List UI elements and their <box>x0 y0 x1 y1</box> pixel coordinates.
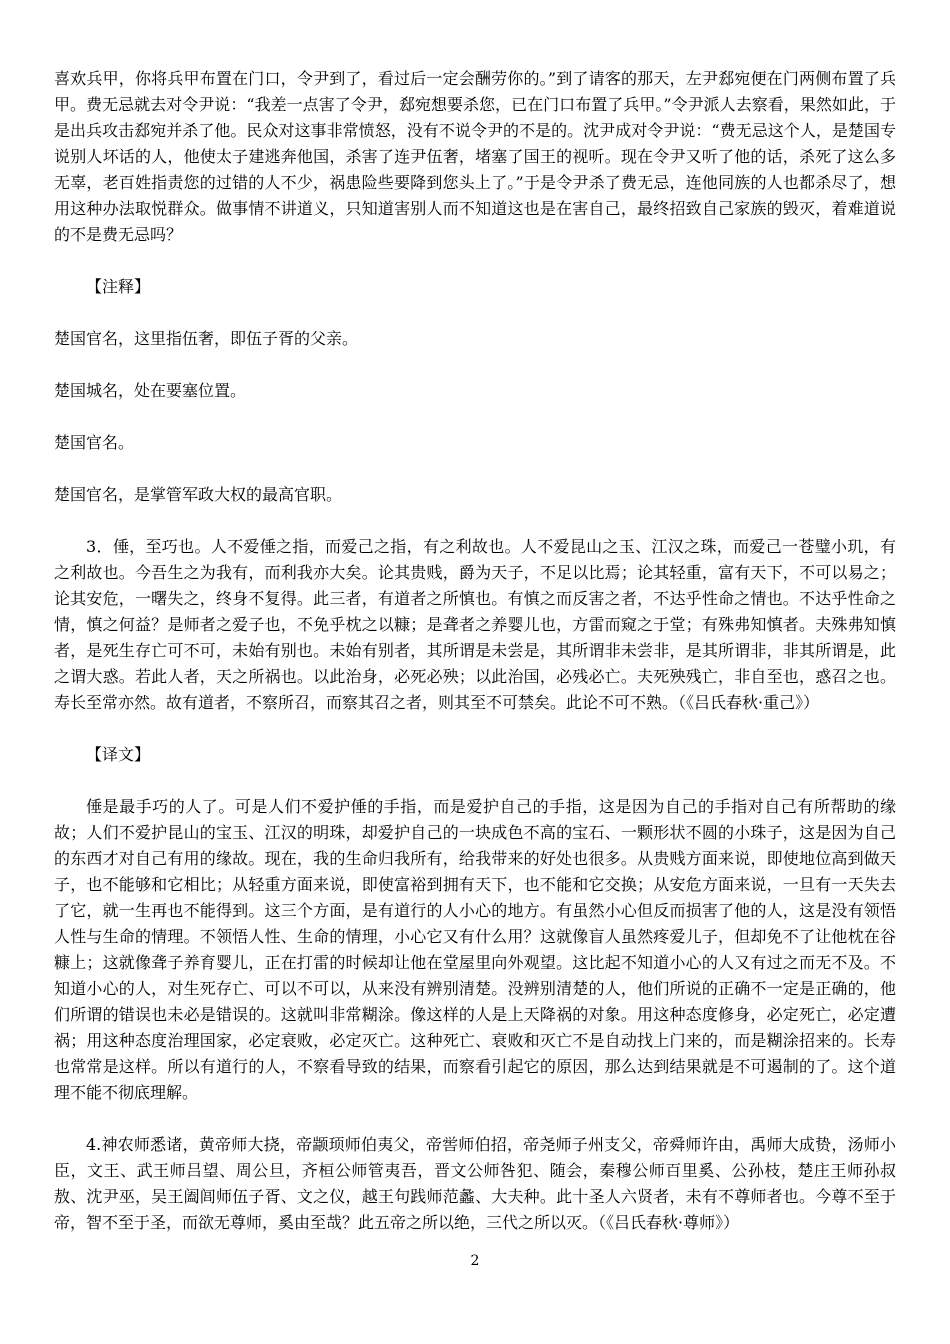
note-item: 楚国官名，这里指伍奢，即伍子胥的父亲。 <box>54 329 359 348</box>
document-body <box>54 66 896 1262</box>
note-item: 楚国官名。 <box>54 433 135 452</box>
note-item: 楚国官名，是掌管军政大权的最高官职。 <box>54 485 343 504</box>
page-number: 2 <box>470 1253 480 1269</box>
note-item: 楚国城名，处在要塞位置。 <box>54 381 247 400</box>
paragraph-story-ending: 喜欢兵甲，你将兵甲布置在门口，令尹到了，看过后一定会酬劳你的。”到了请客的那天，左尹郄宛便在门两侧布置了兵甲。费无忌就去对令尹说：“我差一点害了令尹，郄宛想要杀您，已在门口布置了兵甲。”令尹派人去察看，果然如此，于是出兵攻击郄宛并杀了他。民众对这事非常愤怒，没有不说令尹的不是的。沈尹成对令尹说：“费无忌这个人，是楚国专说别人坏话的人，他使太子建逃奔他国，杀害了连尹伍奢，堵塞了国王的视听。现在令尹又听了他的话，杀死了这么多无辜，老百姓指责您的过错的人不少，祸患险些要降到您头上了。”于是令尹杀了费无忌，连他同族的人也都杀尽了，想用这种办法取悦群众。做事情不讲道义，只知道害别人而不知道这也是在害自己，最终招致自己家族的毁灭，着难道说的不是费无忌吗？ <box>54 69 896 244</box>
paragraph-section-3: 3．倕，至巧也。人不爱倕之指，而爱己之指，有之利故也。人不爱昆山之玉、江汉之珠，而爱己一苍璧小玑，有之利故也。今吾生之为我有，而利我亦大矣。论其贵贱，爵为天子，不足以比焉；论其轻重，富有天下，不可以易之；论其安危，一曙失之，终身不复得。此三者，有道者之所慎也。有慎之而反害之者，不达乎性命之情也。不达乎性命之情，慎之何益？是师者之爱子也，不免乎枕之以糠；是聋者之养婴儿也，方雷而窥之于堂；有殊弗知慎者。夫殊弗知慎者，是死生存亡可不可，未始有别也。未始有别者，其所谓是未尝是，其所谓非未尝非，是其所谓非，非其所谓是，此之谓大惑。若此人者，天之所祸也。以此治身，必死必殃；以此治国，必残必亡。夫死殃残亡，非自至也，惑召之也。寿长至常亦然。故有道者，不察所召，而察其召之者，则其至不可禁矣。此论不可不熟。（《吕氏春秋·重己》） <box>54 537 896 712</box>
translation-heading: 【译文】 <box>86 745 151 764</box>
paragraph-section-4: 4.神农师悉诸，黄帝师大挠，帝颛顼师伯夷父，帝喾师伯招，帝尧师子州支父，帝舜师许由，禹师大成贽，汤师小臣，文王、武王师吕望、周公旦，齐桓公师管夷吾，晋文公师咎犯、随会，秦穆公师百里奚、公孙枝，楚庄王师孙叔敖、沈尹巫，吴王阖闾师伍子胥、文之仪，越王句践师范蠡、大夫种。此十圣人六贤者，未有不尊师者也。今尊不至于帝，智不至于圣，而欲无尊师，奚由至哉？此五帝之所以绝，三代之所以灭。（《吕氏春秋·尊师》） <box>54 1135 896 1232</box>
paragraph-translation: 倕是最手巧的人了。可是人们不爱护倕的手指，而是爱护自己的手指，这是因为自己的手指对自己有所帮助的缘故；人们不爱护昆山的宝玉、江汉的明珠，却爱护自己的一块成色不高的宝石、一颗形状不圆的小珠子，这是因为自己的东西才对自己有用的缘故。现在，我的生命归我所有，给我带来的好处也很多。从贵贱方面来说，即使地位高到做天子，也不能够和它相比；从轻重方面来说，即使富裕到拥有天下，也不能和它交换；从安危方面来说，一旦有一天失去了它，就一生再也不能得到。这三个方面，是有道行的人小心的地方。有虽然小心但反而损害了他的人，这是没有领悟人性与生命的情理。不领悟人性、生命的情理，小心它又有什么用？这就像盲人虽然疼爱儿子，但却免不了让他枕在谷糠上；这就像聋子养育婴儿，正在打雷的时候却让他在堂屋里向外观望。这比起不知道小心的人又有过之而无不及。不知道小心的人，对生死存亡、可以不可以，从来没有辨别清楚。没辨别清楚的人，他们所说的正确不一定是正确的，他们所谓的错误也未必是错误的。这就叫非常糊涂。像这样的人是上天降祸的对象。用这种态度修身，必定死亡，必定遭祸；用这种态度治理国家，必定衰败，必定灭亡。这种死亡、衰败和灭亡不是自动找上门来的，而是糊涂招来的。长寿也常常是这样。所以有道行的人，不察看导致的结果，而察看引起它的原因，那么达到结果就是不可遏制的了。这个道理不能不彻底理解。 <box>54 797 896 1102</box>
notes-heading: 【注释】 <box>86 277 151 296</box>
